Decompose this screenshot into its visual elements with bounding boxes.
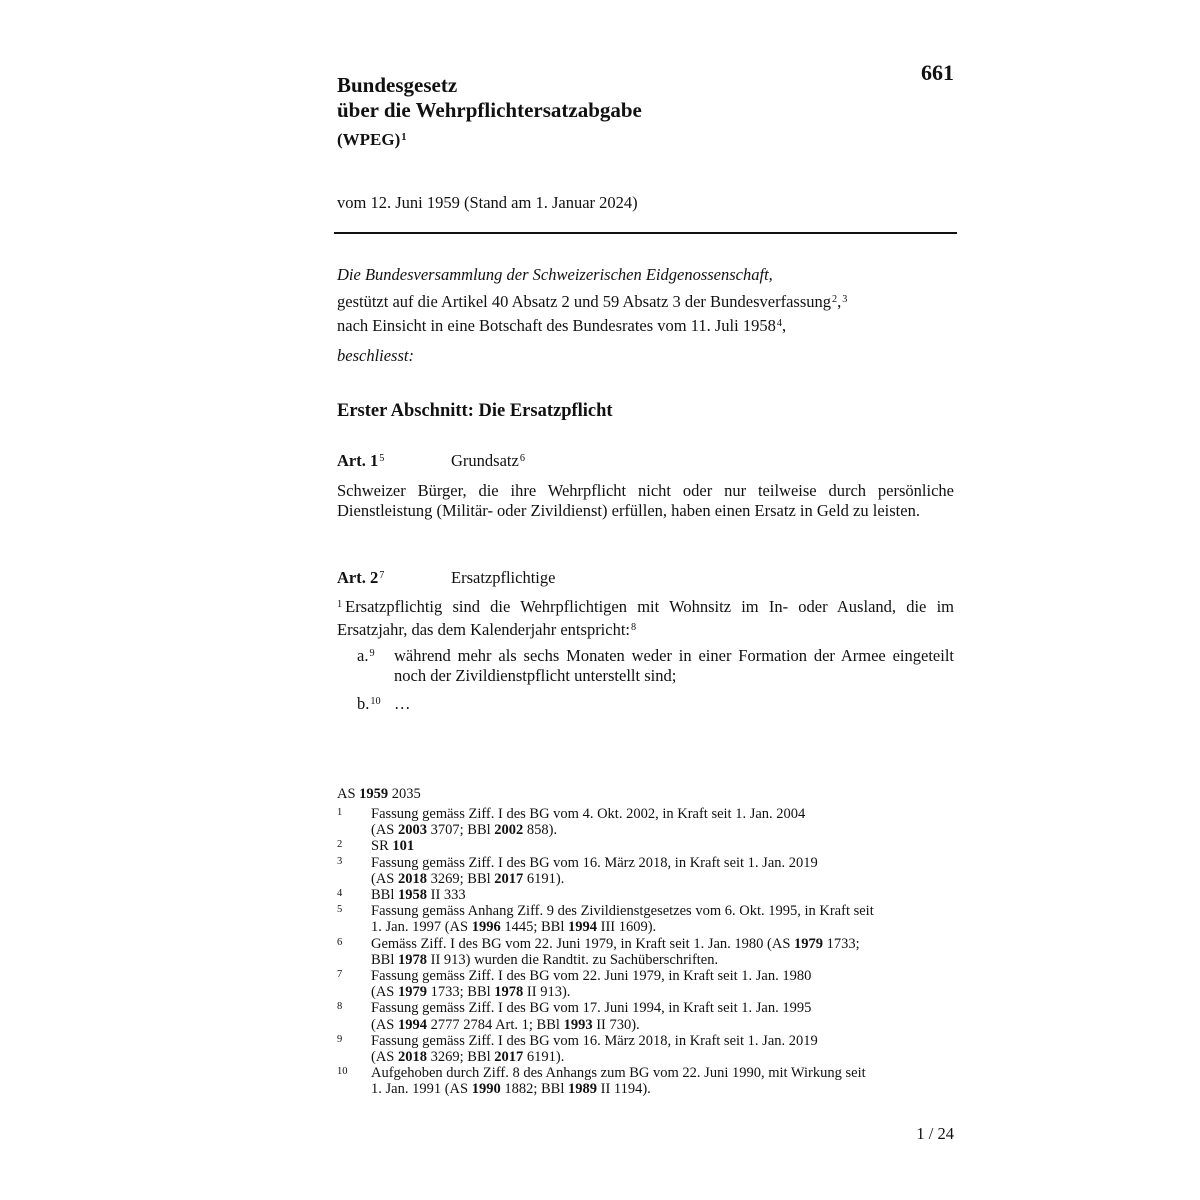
footnote-4 [337, 887, 874, 903]
footnote-text: BBl 1958 II 333 [371, 887, 466, 904]
basis-sep: , [837, 292, 842, 311]
document-title [337, 73, 642, 123]
footnote-text: Fassung gemäss Ziff. I des BG vom 4. Okt. 2002, in Kraft seit 1. Jan. 2004 [371, 806, 806, 822]
footnote-text: SR 101 [371, 838, 415, 855]
item-a-label [357, 646, 375, 669]
footnote-text: (AS 2018 3269; BBl 2017 6191). [371, 870, 565, 887]
page-number: 1 / 24 [916, 1124, 954, 1143]
preamble-assembly: Die Bundesversammlung der Schweizerischen Eidgenossenschaft, [337, 265, 773, 284]
footnote-8 [337, 1000, 874, 1032]
footnote-ref[interactable]: 3 [842, 294, 848, 306]
preamble-decides: beschliesst: [337, 346, 414, 365]
footnote-ref[interactable]: 1 [401, 131, 407, 143]
art2-item-b [357, 694, 954, 714]
footnote-text: Fassung gemäss Ziff. I des BG vom 16. März 2018, in Kraft seit 1. Jan. 2019 [371, 854, 818, 871]
title-line-2: über die Wehrpflichtersatzabgabe [337, 98, 642, 122]
footnote-number: 5 [337, 904, 343, 916]
footnote-9 [337, 1033, 874, 1065]
footnote-text: Fassung gemäss Anhang Ziff. 9 des Zivildienstgesetzes vom 6. Okt. 1995, in Kraft seit [371, 903, 874, 920]
item-a-text: während mehr als sechs Monaten weder in einer Formation der Armee eingeteilt noch der Zivildienstpflicht unterstellt sind; [394, 646, 954, 685]
footnote-ref[interactable]: 8 [631, 621, 637, 633]
footnote-number: 2 [337, 839, 343, 851]
footnotes [337, 806, 874, 1098]
footnote-number: 8 [337, 1001, 343, 1013]
art2-label [337, 568, 451, 588]
item-b-label [357, 694, 381, 717]
footnote-text: Fassung gemäss Ziff. I des BG vom 17. Juni 1994, in Kraft seit 1. Jan. 1995 [371, 1000, 812, 1017]
art2-label-text: Art. 2 [337, 568, 379, 587]
footnote-7 [337, 968, 874, 1000]
preamble [337, 264, 847, 366]
footnote-text: Fassung gemäss Ziff. I des BG vom 16. März 2018, in Kraft seit 1. Jan. 2019 [371, 1032, 818, 1049]
footnote-text: 1. Jan. 1991 (AS 1990 1882; BBl 1989 II 1194). [371, 1081, 651, 1098]
art1-label-text: Art. 1 [337, 451, 379, 470]
footnote-1 [337, 806, 874, 838]
footnote-ref[interactable]: 6 [519, 453, 525, 465]
source-prefix: AS [337, 786, 356, 802]
title-line-1: Bundesgesetz [337, 73, 458, 97]
item-b-text: … [394, 694, 411, 713]
footnote-6 [337, 936, 874, 968]
header-rule [334, 232, 957, 234]
official-source [337, 786, 421, 803]
message-text: nach Einsicht in eine Botschaft des Bundesrates vom 11. Juli 1958 [337, 316, 776, 335]
footnote-text: (AS 1979 1733; BBl 1978 II 913). [371, 984, 571, 1001]
footnote-3 [337, 855, 874, 887]
footnote-5 [337, 903, 874, 935]
message-end: , [781, 316, 787, 335]
footnote-ref[interactable]: 5 [379, 453, 385, 465]
section-title: Erster Abschnitt: Die Ersatzpflicht [337, 401, 613, 421]
art2-title: Ersatzpflichtige [451, 568, 556, 587]
art2-heading [337, 568, 555, 588]
footnote-number: 10 [337, 1066, 348, 1078]
footnote-text: Gemäss Ziff. I des BG vom 22. Juni 1979, in Kraft seit 1. Jan. 1980 (AS 1979 1733; [371, 935, 860, 952]
footnote-ref[interactable]: 2 [832, 294, 838, 306]
footnote-ref[interactable]: 7 [379, 570, 385, 582]
basis-text: gestützt auf die Artikel 40 Absatz 2 und 59 Absatz 3 der Bundesverfassung [337, 292, 831, 311]
footnote-ref[interactable]: 9 [369, 648, 375, 660]
footnote-number: 1 [337, 807, 343, 818]
paragraph-number: 1 [337, 599, 343, 611]
footnote-number: 7 [337, 969, 343, 981]
footnote-number: 4 [337, 888, 343, 900]
art2-item-a [357, 646, 954, 685]
footnote-ref[interactable]: 10 [370, 696, 381, 708]
footnote-number: 3 [337, 855, 343, 867]
art2-para1 [337, 597, 954, 642]
art1-heading [337, 451, 525, 471]
art1-text: Schweizer Bürger, die ihre Wehrpflicht nicht oder nur teilweise durch persönliche Dienstleistung (Militär- oder Zivildienst) erfüllen, haben einen Ersatz in Geld zu leisten. [337, 481, 954, 520]
footnote-number: 9 [337, 1033, 343, 1045]
enactment-date: vom 12. Juni 1959 (Stand am 1. Januar 2024) [337, 193, 638, 212]
footnote-number: 6 [337, 936, 343, 948]
source-year: 1959 [359, 786, 389, 802]
footnote-text: (AS 1994 2777 2784 Art. 1; BBl 1993 II 730). [371, 1016, 640, 1033]
footnote-2 [337, 838, 874, 854]
art1-title: Grundsatz [451, 451, 519, 470]
footnote-text: (AS 2003 3707; BBl 2002 858). [371, 822, 558, 839]
sr-number: 661 [921, 60, 954, 85]
footnote-text: 1. Jan. 1997 (AS 1996 1445; BBl 1994 III 1609). [371, 919, 657, 936]
item-a-letter: a. [357, 646, 369, 665]
footnote-10 [337, 1065, 874, 1097]
footnote-ref[interactable]: 4 [776, 318, 782, 330]
preamble-basis [337, 291, 847, 315]
item-b-letter: b. [357, 694, 370, 713]
footnote-text: Fassung gemäss Ziff. I des BG vom 22. Juni 1979, in Kraft seit 1. Jan. 1980 [371, 968, 812, 985]
preamble-message [337, 315, 847, 339]
abbr-text: (WPEG) [337, 130, 401, 149]
art2-para1-text: Ersatzpflichtig sind die Wehrpflichtigen mit Wohnsitz im In- oder Ausland, die im Ersatzjahr, das dem Kalenderjahr entspricht: [337, 597, 954, 639]
source-page: 2035 [391, 786, 421, 802]
footnote-text: Aufgehoben durch Ziff. 8 des Anhangs zum BG vom 22. Juni 1990, mit Wirkung seit [371, 1065, 866, 1082]
footnote-text: BBl 1978 II 913) wurden die Randtit. zu Sachüberschriften. [371, 951, 719, 968]
art1-label [337, 451, 451, 471]
footnote-text: (AS 2018 3269; BBl 2017 6191). [371, 1049, 565, 1066]
title-abbreviation [337, 130, 407, 150]
